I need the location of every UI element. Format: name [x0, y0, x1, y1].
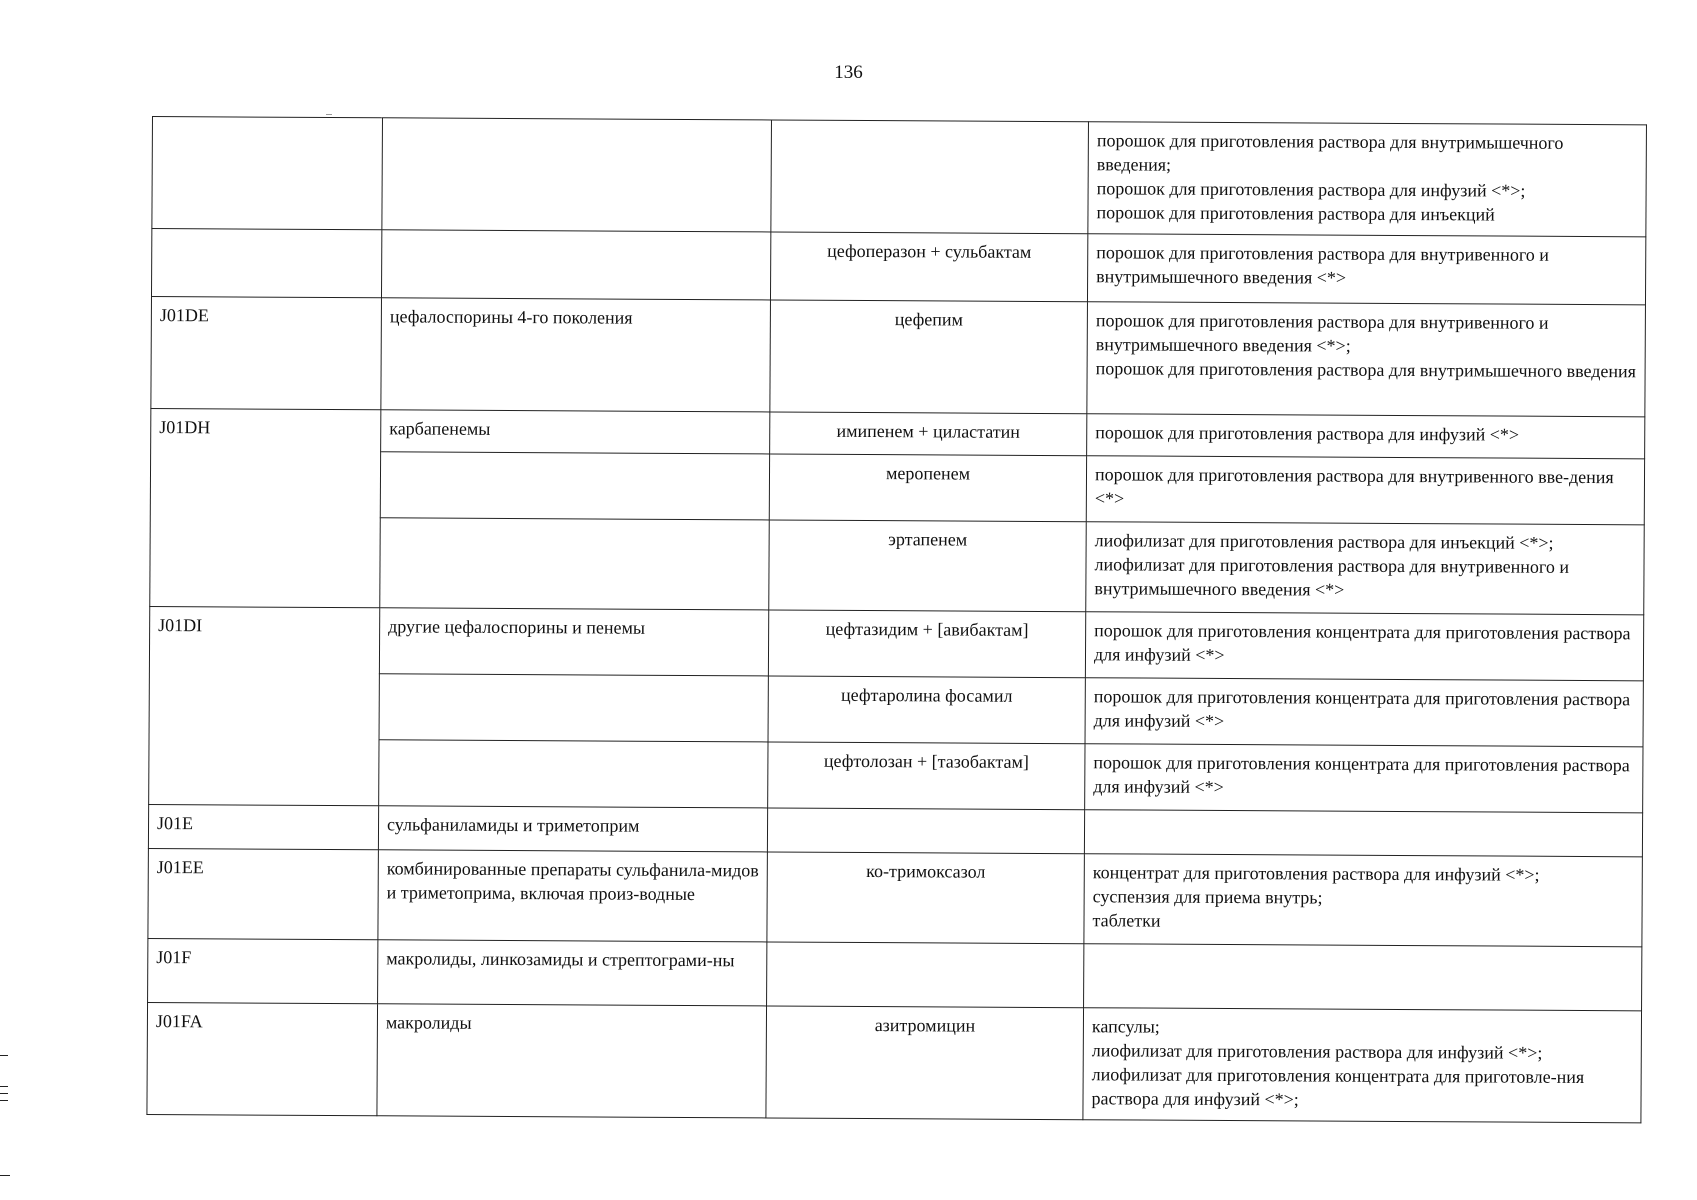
dosage-form-line: концентрат для приготовления раствора для инфузий <*>;	[1092, 862, 1540, 885]
drug-cell: имипенем + циластатин	[770, 412, 1087, 456]
margin-mark	[0, 1093, 8, 1094]
drug-cell: цефоперазон + сульбактам	[770, 232, 1087, 302]
scan-artifact	[326, 114, 332, 115]
dosage-form-cell	[1083, 1008, 1642, 1123]
atc-code-cell	[151, 229, 381, 298]
dosage-form-cell	[1086, 456, 1644, 525]
dosage-form-line: порошок для приготовления раствора для внутримышечного введения	[1095, 358, 1637, 382]
drug-cell	[771, 120, 1089, 234]
dosage-form-cell	[1085, 678, 1643, 747]
dosage-form-cell	[1087, 302, 1646, 417]
dosage-form-line: порошок для приготовления раствора для инъекций	[1096, 202, 1495, 225]
dosage-form-line: порошок для приготовления раствора для внутривенного вве-дения <*>	[1094, 464, 1614, 509]
drug-cell: цефепим	[770, 300, 1088, 414]
atc-code-cell: J01EE	[148, 848, 378, 939]
table-row	[148, 848, 1642, 946]
page-number: 136	[834, 62, 863, 83]
dosage-form-line: порошок для приготовления раствора для инфузий <*>;	[1096, 178, 1526, 201]
dosage-form-line: лиофилизат для приготовления раствора для внутривенного и внутримышечного введения <*>	[1094, 554, 1570, 600]
dosage-form-line: порошок для приготовления раствора для инфузий <*>	[1095, 422, 1520, 445]
dosage-form-line: порошок для приготовления раствора для внутривенного и внутримышечного введения <*>	[1096, 242, 1550, 288]
dosage-form-line: порошок для приготовления раствора для внутримышечного введения;	[1096, 130, 1564, 175]
atc-code-cell	[152, 117, 383, 230]
dosage-form-cell	[1087, 414, 1645, 459]
drug-cell	[767, 808, 1084, 854]
group-cell	[381, 230, 770, 300]
drug-cell: ко-тримоксазол	[767, 852, 1084, 944]
margin-mark	[0, 1086, 8, 1087]
dosage-form-line: лиофилизат для приготовления концентрата для приготовле-ния раствора для инфузий <*>;	[1091, 1064, 1585, 1110]
atc-code-cell: J01DE	[151, 296, 382, 409]
group-cell: макролиды	[377, 1004, 767, 1118]
drug-cell: меропенем	[769, 454, 1086, 522]
medication-table	[146, 116, 1647, 1123]
atc-code-cell: J01F	[148, 938, 378, 1003]
dosage-form-line: таблетки	[1092, 910, 1161, 931]
dosage-form-line: порошок для приготовления концентрата для приготовления раствора для инфузий <*>	[1093, 686, 1631, 731]
dosage-form-line: порошок для приготовления концентрата для приготовления раствора для инфузий <*>	[1093, 620, 1631, 665]
table-row	[147, 1002, 1642, 1122]
dosage-form-line: капсулы;	[1091, 1016, 1160, 1037]
drug-cell: эртапенем	[769, 520, 1086, 612]
table-row	[151, 296, 1646, 416]
margin-mark	[0, 1100, 8, 1101]
atc-code-cell: J01DH	[150, 408, 381, 607]
dosage-form-line: лиофилизат для приготовления раствора для инъекций <*>;	[1094, 530, 1554, 553]
dosage-form-cell	[1088, 122, 1647, 237]
group-cell	[379, 740, 768, 808]
table-row	[151, 408, 1645, 458]
drug-cell: азитромицин	[766, 1006, 1084, 1120]
dosage-form-cell	[1084, 810, 1642, 857]
atc-code-cell: J01DI	[149, 606, 380, 805]
table-row	[148, 938, 1642, 1010]
dosage-form-line: порошок для приготовления раствора для внутривенного и внутримышечного введения <*>;	[1095, 310, 1549, 356]
dosage-form-line: порошок для приготовления концентрата для приготовления раствора для инфузий <*>	[1093, 752, 1630, 797]
dosage-form-cell	[1086, 522, 1644, 615]
dosage-form-cell	[1084, 944, 1642, 1011]
dosage-form-cell	[1085, 744, 1643, 813]
group-cell: цефалоспорины 4-го поколения	[381, 298, 771, 412]
dosage-form-cell	[1084, 854, 1642, 947]
group-cell: другие цефалоспорины и пенемы	[379, 608, 768, 676]
drug-cell: цефтаролина фосамил	[768, 676, 1085, 744]
atc-code-cell: J01E	[148, 804, 378, 849]
table-row	[149, 606, 1643, 680]
dosage-form-cell	[1085, 612, 1643, 681]
drug-cell: цефтолозан + [тазобактам]	[768, 742, 1085, 810]
group-cell	[380, 518, 769, 610]
group-cell	[382, 118, 772, 232]
group-cell: сульфаниламиды и триметоприм	[378, 806, 767, 852]
dosage-form-cell	[1087, 234, 1645, 305]
dosage-form-line: лиофилизат для приготовления раствора для инфузий <*>;	[1091, 1040, 1543, 1063]
group-cell	[380, 452, 769, 520]
table-row	[151, 229, 1645, 305]
group-cell: карбапенемы	[381, 410, 770, 454]
dosage-form-line: суспензия для приема внутрь;	[1092, 886, 1323, 908]
atc-code-cell: J01FA	[147, 1002, 378, 1115]
margin-mark	[0, 1175, 10, 1176]
group-cell	[379, 674, 768, 742]
drug-cell: цефтазидим + [авибактам]	[768, 610, 1085, 678]
group-cell: комбинированные препараты сульфанила-мидов и триметоприма, включая произ-водные	[378, 850, 767, 942]
table-row	[152, 117, 1647, 237]
drug-cell	[767, 942, 1084, 1008]
group-cell: макролиды, линкозамиды и стрептограми-ны	[378, 940, 767, 1006]
margin-mark	[0, 1055, 8, 1056]
